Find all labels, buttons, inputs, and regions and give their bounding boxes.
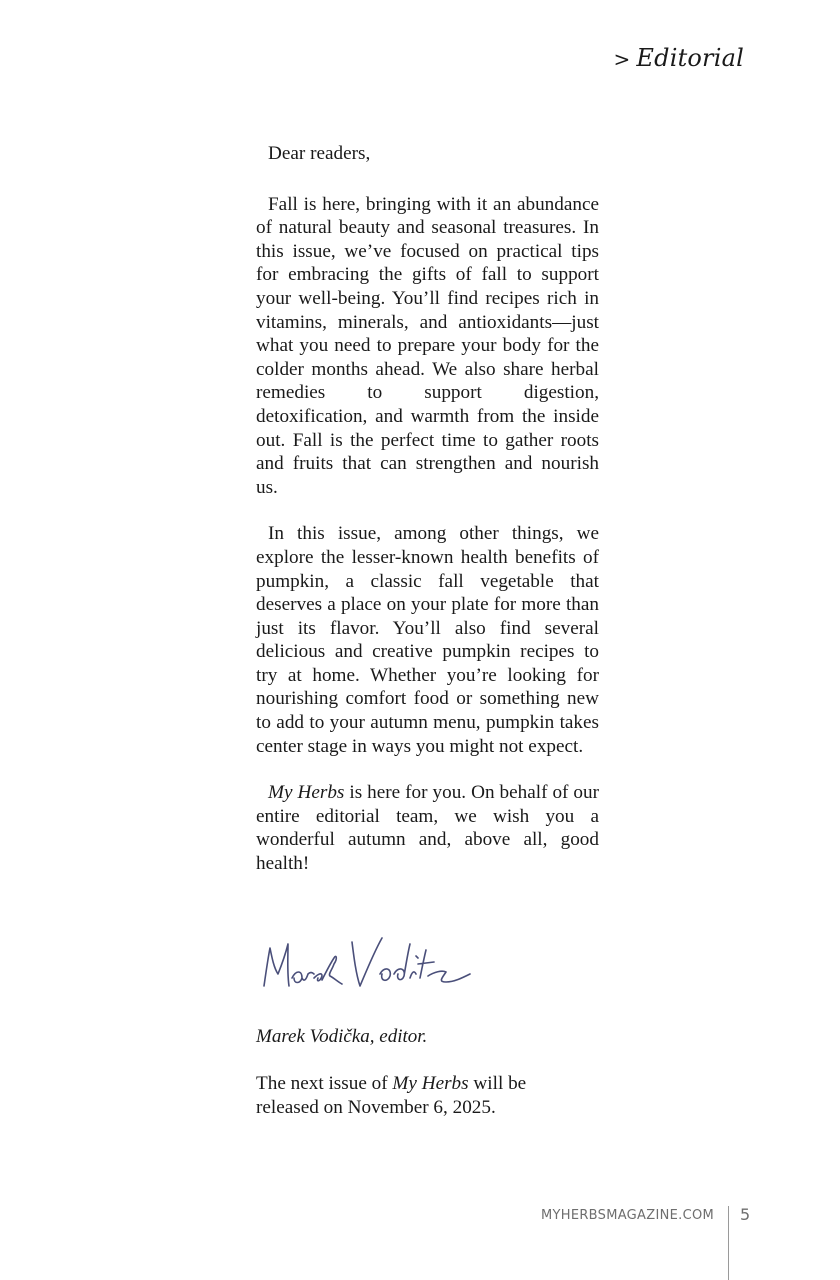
signer-name: Marek Vodička, editor. [256, 1026, 428, 1047]
signature-icon [256, 928, 496, 1000]
section-title: Editorial [636, 44, 744, 72]
paragraph-1: Fall is here, bringing with it an abundance of natural beauty and seasonal treasures. In this issue, we’ve focused on practical tips for embracing the gifts of fall to support your well-being. You’ll find recipes rich in vitamins, minerals, and antioxidants—just what you need to prepare your body for the colder months ahead. We also share herbal remedies to support digestion, detoxification, and warmth from the inside out. Fall is the perfect time to gather roots and fruits that can strengthen and nourish us. [256, 193, 599, 498]
next-issue-suffix: will be released on November 6, 2025. [256, 1073, 527, 1118]
next-issue-magazine: My Herbs [392, 1073, 469, 1094]
magazine-title: My Herbs [268, 782, 345, 804]
footer-website: MYHERBSMAGAZINE.COM [540, 1208, 714, 1223]
next-issue-prefix: The next issue of [256, 1073, 393, 1094]
salutation: Dear readers, [268, 143, 371, 164]
next-issue-note [256, 1072, 576, 1119]
paragraph-2: In this issue, among other things, we explore the lesser-known health benefits of pumpkin, a classic fall vegetable that deserves a place on your plate for more than just its flavor. You’ll also find several delicious and creative pumpkin recipes to try at home. Whether you’re looking for nourishing comfort food or something new to add to your autumn menu, pumpkin takes center stage in ways you might not expect. [256, 523, 599, 757]
paragraph-3-text: is here for you. On behalf of our entire editorial team, we wish you a wonderful autumn and, above all, good health! [256, 782, 599, 875]
editorial-letter [256, 142, 599, 876]
paragraph-3 [256, 781, 599, 875]
page-number: 5 [740, 1205, 751, 1224]
section-label [613, 44, 744, 72]
section-marker: > [613, 47, 631, 71]
footer-divider [728, 1206, 729, 1280]
editor-signature [256, 928, 496, 1000]
